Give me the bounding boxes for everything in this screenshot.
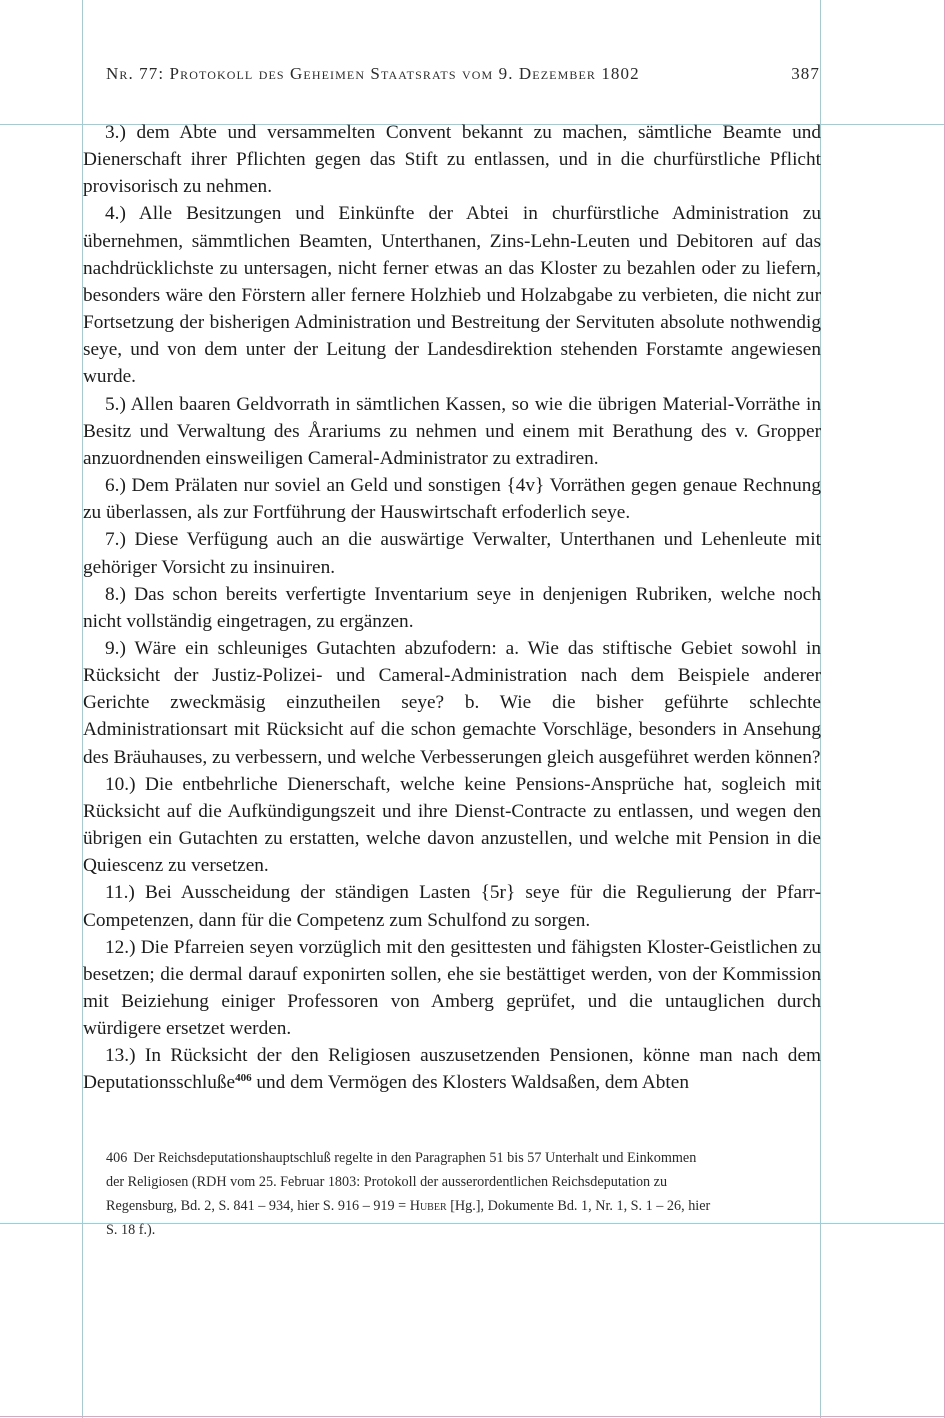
page-number: 387 bbox=[791, 64, 820, 83]
paragraph-13-text-continued: und dem Vermögen des Klosters Waldsaßen, dem Abten bbox=[251, 1072, 689, 1094]
paragraph-13 bbox=[83, 1042, 821, 1096]
page-edge-bottom bbox=[0, 1416, 945, 1417]
footnote-text-end: [Hg.], Dokumente Bd. 1, Nr. 1, S. 1 – 26, hier S. 18 f.). bbox=[106, 1198, 711, 1238]
running-head bbox=[106, 64, 820, 92]
paragraph-5: 5.) Allen baaren Geldvorrath in sämtlichen Kassen, so wie die übrigen Material-Vorräthe in Besitz und Verwaltung des Årariums zu nehmen und einem mit Berathung des v. Gropper anzuordnenden einsweiligen Cameral-Administrator zu extradiren. bbox=[83, 393, 821, 469]
paragraph-4: 4.) Alle Besitzungen und Einkünfte der Abtei in churfürstliche Administration zu übernehmen, sämmtlichen Beamten, Unterthanen, Zins-Lehn-Leuten und Debitoren auf das nachdrücklichste zu untersagen, nicht ferner etwas an das Kloster zu bezahlen oder zu liefern, besonders wäre den Förstern aller fernere Holzhieb und Holzabgabe zu verbieten, die nicht zur Fortsetzung der bisherigen Administration und Bestreitung der Servituten absolute nothwendig seye, und von dem unter der Leitung der Landesdirektion stehenden Forstamte angewiesen wurde. bbox=[83, 203, 821, 388]
paragraph-10: 10.) Die entbehrliche Dienerschaft, welche keine Pensions-Ansprüche hat, sogleich mit Rücksicht auf die Aufkündigungszeit und ihre Dienst-Contracte zu entlassen, und wegen den übrigen ein Gutachten zu erstatten, welche davon anzustellen, und welche mit Pension in die Quiescenz zu versetzen. bbox=[83, 773, 821, 877]
paragraph-13-text: 13.) In Rücksicht der den Religiosen auszusetzenden Pensionen, könne man nach dem Deputationsschluße bbox=[83, 1045, 821, 1094]
paragraph-6: 6.) Dem Prälaten nur soviel an Geld und sonstigen {4v} Vorräthen gegen genaue Rechnung zu überlassen, als zur Fortführung der Hauswirtschaft erfoderlich seye. bbox=[83, 475, 821, 524]
paragraph-9: 9.) Wäre ein schleuniges Gutachten abzufodern: a. Wie das stiftische Gebiet sowohl in Rücksicht der Justiz-Polizei- und Cameral-Administration nach dem Beispiele anderer Gerichte zweckmäsig einzutheilen seye? b. Wie die bisher geführte schlechte Administrationsart mit Rücksicht auf die schon gemachte Vorschläge, besonders in Ansehung des Bräuhauses, zu verbessern, und welche Verbesserungen gleich ausgeführet werden können? bbox=[83, 637, 821, 768]
running-head-title: Nr. 77: Protokoll des Geheimen Staatsrats vom 9. Dezember 1802 bbox=[106, 64, 640, 83]
body-text bbox=[83, 119, 821, 1097]
footnote-reference[interactable]: 406 bbox=[235, 1072, 252, 1085]
paragraph-3: 3.) dem Abte und versammelten Convent bekannt zu machen, sämtliche Beamte und Dienerschaft ihrer Pflichten gegen das Stift zu entlassen, und in die churfürstliche Pflicht provisorisch zu nehmen. bbox=[83, 122, 821, 198]
footnote-number: 406 bbox=[106, 1150, 128, 1166]
paragraph-7: 7.) Diese Verfügung auch an die auswärtige Verwalter, Unterthanen und Lehenleute mit gehöriger Vorsicht zu insinuiren. bbox=[83, 529, 821, 578]
paragraph-11: 11.) Bei Ausscheidung der ständigen Lasten {5r} seye für die Regulierung der Pfarr-Competenzen, dann für die Competenz zum Schulfond zu sorgen. bbox=[83, 882, 821, 931]
paragraph-8: 8.) Das schon bereits verfertigte Inventarium seye in denjenigen Rubriken, welche noch nicht vollständig eingetragen, zu ergänzen. bbox=[83, 583, 821, 632]
paragraph-12: 12.) Die Pfarreien seyen vorzüglich mit den gesittesten und fähigsten Kloster-Geistlichen zu besetzen; die dermal darauf exponirten sollen, ehe sie bestättiget werden, von der Kommission mit Beiziehung einiger Professoren von Amberg geprüfet, und die untauglichen durch würdigere ersetzet werden. bbox=[83, 936, 821, 1040]
footnote-text: Der Reichsdeputationshauptschluß regelte in den Paragraphen 51 bis 57 Unterhalt und Einkommen der Religiosen (RDH vom 25. Februar 1803: Protokoll der ausserordentlichen Reichsdeputation zu Regensburg, Bd. 2, S. 841 – 934, hier S. 916 – 919 = bbox=[106, 1150, 697, 1214]
footnote-406 bbox=[106, 1146, 714, 1242]
footnote-author: Huber bbox=[409, 1198, 447, 1214]
